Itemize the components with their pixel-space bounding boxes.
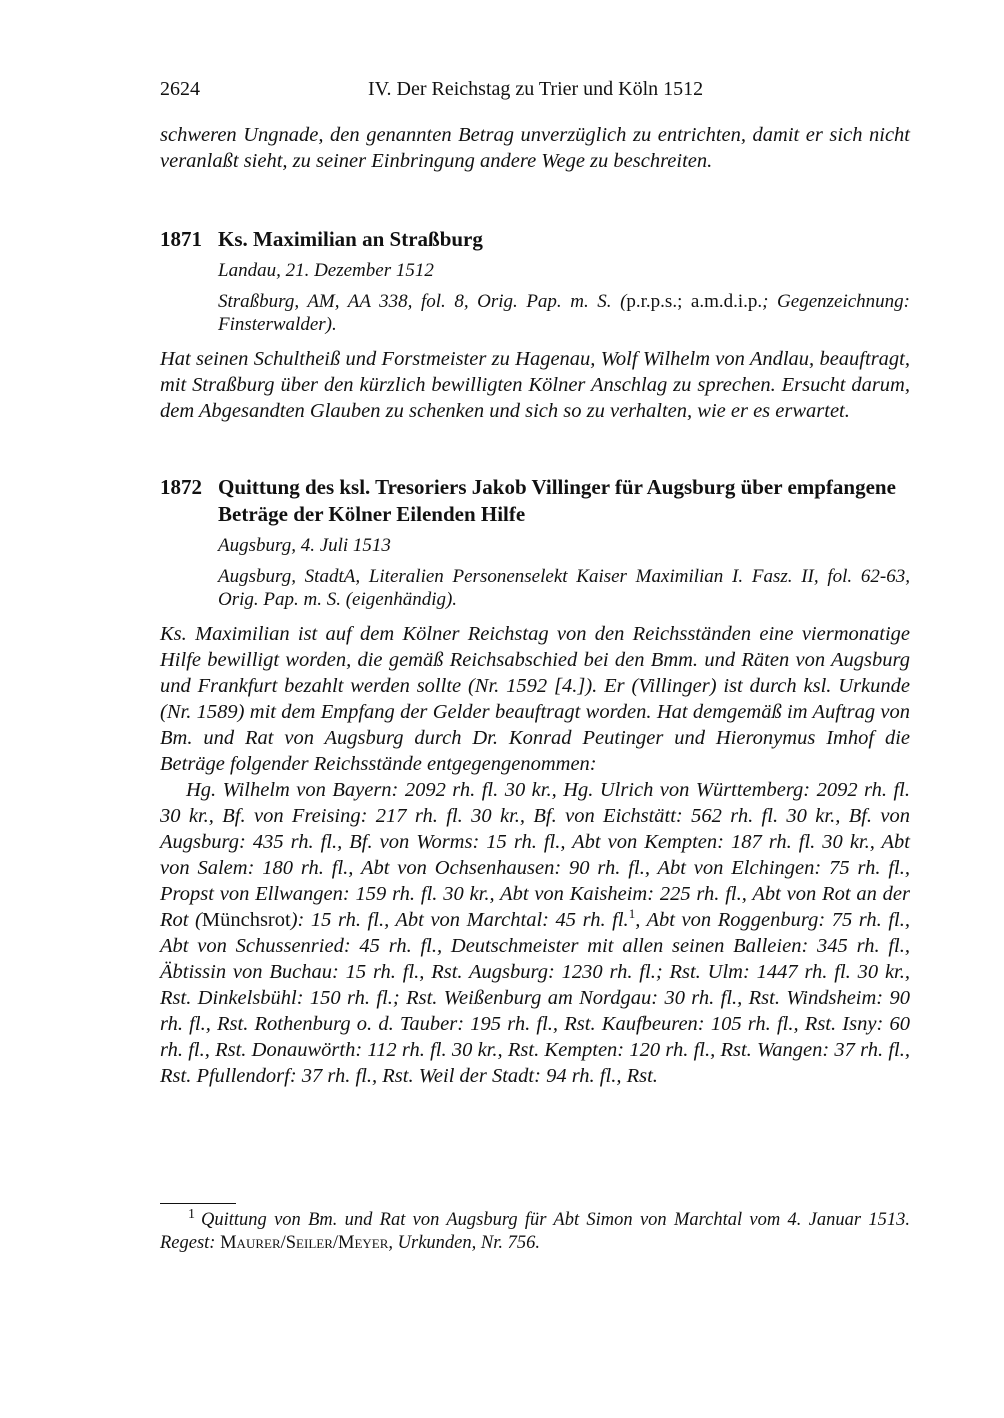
entry-date: Landau, 21. Dezember 1512: [218, 260, 434, 281]
running-title: IV. Der Reichstag zu Trier und Köln 1512: [368, 78, 704, 100]
carryover-paragraph: schweren Ungnade, den genannten Betrag unverzüglich zu entrichten, damit er sich nicht veranlaßt sieht, zu seiner Einbringung andere Wege zu beschreiten.: [160, 124, 910, 172]
footnote-authors: Maurer/Seiler/Meyer: [220, 1233, 389, 1253]
list-part: Hg. Wilhelm von Bayern: 2092 rh. fl. 30 kr., Hg. Ulrich von Württemberg: 2092 rh. fl. 30 kr., Bf. von Freising: 217 rh. fl. 30 kr., Bf. von Eichstätt: 562 rh. fl. 30 kr., Bf. von Augsburg: 435 rh. fl., Bf. von Worms: 15 rh. fl., Abt von Kempten: 187 rh. fl. 30 kr., Abt von Salem: 180 rh. fl., Abt von Ochsenhausen: 90 rh. fl., Abt von Elchingen: 75 rh. fl., Propst von Ellwangen: 159 rh. fl. 30 kr., Abt von Kaisheim: 225 rh. fl., Abt von Rot an der Rot (: [160, 779, 910, 931]
entry-date: Augsburg, 4. Juli 1513: [218, 535, 391, 556]
footnote-divider: [160, 1203, 236, 1204]
page-body: [160, 78, 910, 1089]
entry-source: Augsburg, StadtA, Literalien Personenselekt Kaiser Maximilian I. Fasz. II, fol. 62-63, Orig. Pap. m. S. (eigenhändig).: [218, 566, 910, 610]
footnote: [160, 1206, 910, 1255]
entry-1871: [160, 226, 910, 424]
entry-title: Ks. Maximilian an Straßburg: [218, 227, 483, 251]
entry-1872: [160, 474, 910, 1089]
entry-regest: Ks. Maximilian ist auf dem Kölner Reichstag von den Reichsständen eine viermonatige Hilfe bewilligt worden, die gemäß Reichsabschied bei den Bmm. und Räten von Augsburg und Frankfurt bezahlt werden sollte (Nr. 1592 [4.]). Er (Villinger) ist durch ksl. Urkunde (Nr. 1589) mit dem Empfang der Gelder beauftragt worden. Hat demgemäß im Auftrag von Bm. und Rat von Augsburg durch Dr. Konrad Peutinger und Hieronymus Imhof die Beträge folgender Reichsstände entgegengenommen:: [160, 623, 910, 775]
entry-number: 1871: [160, 227, 202, 251]
footnote-reference[interactable]: 1: [628, 906, 636, 922]
list-place-name: Münchsrot: [201, 909, 291, 931]
list-part: , Abt von Roggenburg: 75 rh. fl., Abt von Schussenried: 45 rh. fl., Deutschmeister mit allen seinen Balleien: 345 rh. fl., Äbtissin von Buchau: 15 rh. fl., Rst. Augsburg: 1230 rh. fl.; Rst. Ulm: 1447 rh. fl. 30 kr., Rst. Dinkelsbühl: 150 rh. fl.; Rst. Weißenburg am Nordgau: 30 rh. fl., Rst. Windsheim: 90 rh. fl., Rst. Rothenburg o. d. Tauber: 195 rh. fl., Rst. Kaufbeuren: 105 rh. fl., Rst. Isny: 60 rh. fl., Rst. Donauwörth: 112 rh. fl. 30 kr., Rst. Kempten: 120 rh. fl., Rst. Wangen: 37 rh. fl., Rst. Pfullendorf: 37 rh. fl., Rst. Weil der Stadt: 94 rh. fl., Rst.: [160, 909, 910, 1087]
entry-regest: Hat seinen Schultheiß und Forstmeister zu Hagenau, Wolf Wilhelm von Andlau, beauftragt, mit Straßburg über den kürzlich bewilligten Kölner Anschlag zu sprechen. Ersucht darum, dem Abgesandten Glauben zu schenken und sich so zu verhalten, wie er es erwartet.: [160, 348, 910, 422]
entry-heading: [160, 474, 910, 528]
entry-number: 1872: [160, 475, 202, 499]
list-part: ): 15 rh. fl., Abt von Marchtal: 45 rh. fl.: [290, 909, 629, 931]
payment-list: [160, 777, 910, 1089]
footnote-text: Quittung von Bm. und Rat von Augsburg für Abt Simon von Marchtal vom 4. Januar 1513. Regest:: [160, 1210, 910, 1253]
entry-source: [218, 290, 910, 336]
running-header: [160, 78, 910, 108]
page-number: 2624: [160, 78, 200, 100]
source-abbrev: p.r.p.s.; a.m.d.i.p.: [626, 291, 763, 312]
source-part: Straßburg, AM, AA 338, fol. 8, Orig. Pap. m. S. (: [218, 291, 627, 312]
footnote-text: , Urkunden, Nr. 756.: [388, 1233, 541, 1253]
footnote-mark: 1: [188, 1206, 195, 1222]
source-part: ; Gegenzeichnung: Finsterwalder).: [218, 291, 910, 335]
entry-heading: [160, 226, 910, 253]
entry-title: Quittung des ksl. Tresoriers Jakob Villinger für Augsburg über empfangene Beträge der Kölner Eilenden Hilfe: [218, 475, 896, 526]
